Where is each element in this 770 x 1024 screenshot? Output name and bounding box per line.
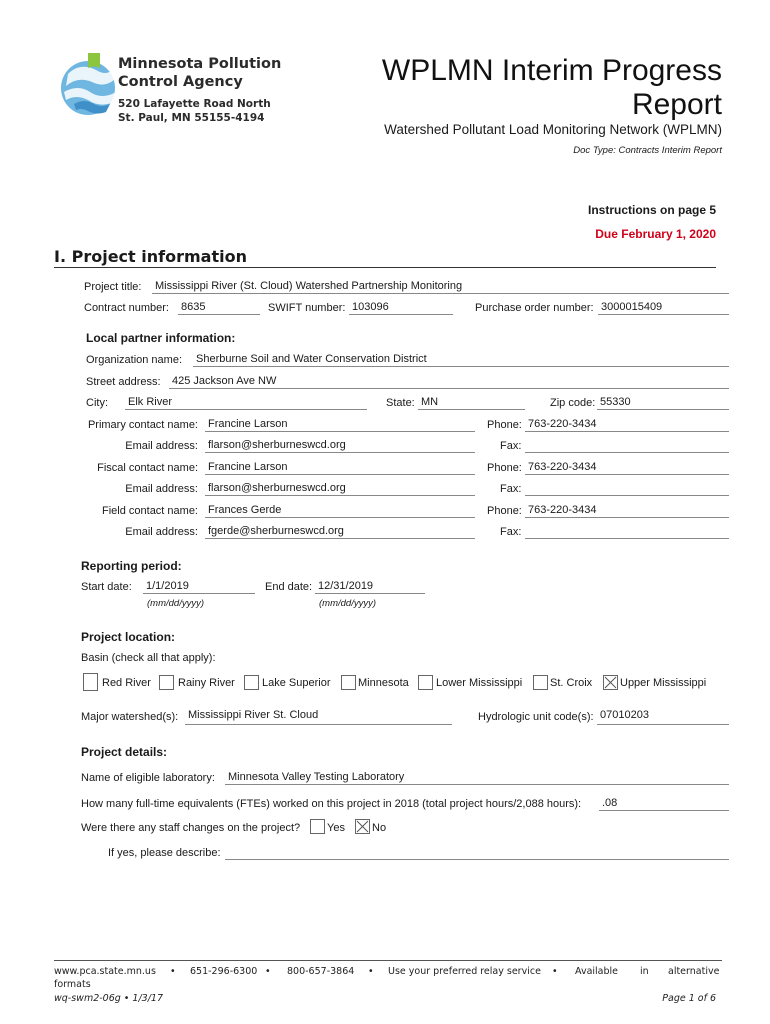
contract-number-field[interactable]: 8635: [178, 301, 260, 315]
state-label: State:: [386, 397, 415, 409]
field-contact-label: Field contact name:: [102, 505, 198, 517]
describe-label: If yes, please describe:: [108, 847, 221, 859]
primary-email-field[interactable]: flarson@sherburneswcd.org: [205, 439, 475, 453]
start-date-format-hint: (mm/dd/yyyy): [147, 598, 204, 609]
fiscal-fax-label: Fax:: [500, 483, 522, 495]
footer-page-number: Page 1 of 6: [662, 993, 716, 1004]
basin-checkbox-upper-mississippi[interactable]: [603, 675, 618, 690]
field-email-field[interactable]: fgerde@sherburneswcd.org: [205, 525, 475, 539]
purchase-order-label: Purchase order number:: [475, 302, 594, 314]
reporting-period-heading: Reporting period:: [81, 559, 182, 573]
basin-checkbox-lake-superior[interactable]: [244, 675, 259, 690]
street-address-label: Street address:: [86, 376, 161, 388]
basin-label-red-river: Red River: [102, 677, 151, 689]
check-x-icon: [604, 676, 617, 689]
footer-phone-1: 651-296-6300: [190, 966, 258, 977]
basin-label-upper-mississippi: Upper Mississippi: [620, 677, 707, 689]
footer-relay: Use your preferred relay service: [388, 966, 541, 977]
start-date-label: Start date:: [81, 581, 132, 593]
fiscal-fax-field[interactable]: [525, 482, 729, 496]
field-contact-field[interactable]: Frances Gerde: [205, 504, 475, 518]
laboratory-label: Name of eligible laboratory:: [81, 772, 215, 784]
field-fax-field[interactable]: [525, 525, 729, 539]
city-field[interactable]: Elk River: [125, 396, 367, 410]
due-date: Due February 1, 2020: [595, 227, 716, 241]
project-details-heading: Project details:: [81, 745, 168, 759]
huc-field[interactable]: 07010203: [597, 709, 729, 725]
staff-changes-label: Were there any staff changes on the project?: [81, 822, 301, 834]
fiscal-email-label: Email address:: [125, 483, 198, 495]
staff-changes-yes-checkbox[interactable]: [310, 819, 325, 834]
purchase-order-field[interactable]: 3000015409: [598, 301, 729, 315]
footer-doc-id: wq-swm2-06g • 1/3/17: [54, 993, 164, 1004]
organization-field[interactable]: Sherburne Soil and Water Conservation District: [193, 353, 729, 367]
staff-changes-yes-label: Yes: [327, 822, 345, 834]
footer-bullet-3: •: [368, 966, 374, 977]
fiscal-phone-label: Phone:: [487, 462, 522, 474]
swift-number-field[interactable]: 103096: [349, 301, 453, 315]
field-fax-label: Fax:: [500, 526, 522, 538]
basin-label: Basin (check all that apply):: [81, 652, 216, 664]
footer-formats: formats: [54, 979, 91, 990]
major-watershed-field[interactable]: Mississippi River St. Cloud: [185, 709, 452, 725]
footer-available: Available: [575, 966, 619, 977]
title-line1: WPLMN Interim Progress: [381, 54, 722, 87]
fiscal-contact-field[interactable]: Francine Larson: [205, 461, 475, 475]
state-field[interactable]: MN: [418, 396, 525, 410]
contract-number-label: Contract number:: [84, 302, 169, 314]
end-date-field[interactable]: 12/31/2019: [315, 580, 425, 594]
basin-label-st-croix: St. Croix: [550, 677, 593, 689]
major-watershed-label: Major watershed(s):: [81, 711, 179, 723]
basin-checkbox-rainy-river[interactable]: [159, 675, 174, 690]
end-date-format-hint: (mm/dd/yyyy): [319, 598, 376, 609]
footer-in: in: [640, 966, 649, 977]
swift-number-label: SWIFT number:: [268, 302, 346, 314]
document-subtitle: Watershed Pollutant Load Monitoring Network (WPLMN): [384, 122, 722, 137]
project-location-heading: Project location:: [81, 630, 176, 644]
zip-code-field[interactable]: 55330: [597, 396, 729, 410]
primary-phone-label: Phone:: [487, 419, 522, 431]
basin-label-lower-mississippi: Lower Mississippi: [436, 677, 523, 689]
agency-name-line2: Control Agency: [118, 74, 243, 90]
mpca-logo-icon: [60, 48, 120, 118]
fiscal-email-field[interactable]: flarson@sherburneswcd.org: [205, 482, 475, 496]
agency-name-line1: Minnesota Pollution: [118, 56, 282, 72]
project-title-field[interactable]: Mississippi River (St. Cloud) Watershed Partnership Monitoring: [152, 280, 729, 294]
footer-website: www.pca.state.mn.us: [54, 966, 156, 977]
city-label: City:: [86, 397, 108, 409]
field-phone-field[interactable]: 763-220-3434: [525, 504, 729, 518]
primary-phone-field[interactable]: 763-220-3434: [525, 418, 729, 432]
project-title-label: Project title:: [84, 281, 142, 293]
footer-phone-2: 800-657-3864: [287, 966, 355, 977]
doc-type: Doc Type: Contracts Interim Report: [573, 145, 722, 156]
street-address-field[interactable]: 425 Jackson Ave NW: [169, 375, 729, 389]
staff-changes-no-checkbox[interactable]: [355, 819, 370, 834]
zip-code-label: Zip code:: [550, 397, 596, 409]
local-partner-heading: Local partner information:: [86, 331, 236, 345]
basin-label-rainy-river: Rainy River: [178, 677, 235, 689]
document-title: [322, 54, 722, 122]
fiscal-phone-field[interactable]: 763-220-3434: [525, 461, 729, 475]
start-date-field[interactable]: 1/1/2019: [143, 580, 255, 594]
basin-checkbox-minnesota[interactable]: [341, 675, 356, 690]
primary-fax-field[interactable]: [525, 439, 729, 453]
field-phone-label: Phone:: [487, 505, 522, 517]
end-date-label: End date:: [265, 581, 313, 593]
basin-checkbox-lower-mississippi[interactable]: [418, 675, 433, 690]
huc-label: Hydrologic unit code(s):: [478, 711, 594, 723]
basin-label-minnesota: Minnesota: [358, 677, 409, 689]
primary-contact-label: Primary contact name:: [87, 419, 198, 431]
agency-address: [118, 97, 271, 125]
primary-fax-label: Fax:: [500, 440, 522, 452]
title-line2: Report: [631, 88, 722, 121]
field-email-label: Email address:: [125, 526, 198, 538]
organization-label: Organization name:: [86, 354, 182, 366]
footer-bullet-2: •: [265, 966, 271, 977]
primary-contact-field[interactable]: Francine Larson: [205, 418, 475, 432]
basin-label-lake-superior: Lake Superior: [262, 677, 331, 689]
agency-address-line2: St. Paul, MN 55155-4194: [118, 112, 265, 124]
laboratory-field[interactable]: Minnesota Valley Testing Laboratory: [225, 771, 729, 785]
primary-email-label: Email address:: [125, 440, 198, 452]
fiscal-contact-label: Fiscal contact name:: [97, 462, 198, 474]
footer-bullet-4: •: [552, 966, 558, 977]
footer-alternative: alternative: [668, 966, 720, 977]
staff-changes-no-label: No: [372, 822, 387, 834]
describe-field[interactable]: [225, 846, 729, 860]
instructions-note: Instructions on page 5: [587, 203, 716, 217]
section-heading-project-information: I. Project information: [54, 247, 716, 268]
agency-address-line1: 520 Lafayette Road North: [118, 98, 271, 110]
basin-checkbox-st-croix[interactable]: [533, 675, 548, 690]
fte-field[interactable]: .08: [599, 797, 729, 811]
check-x-icon: [356, 820, 369, 833]
footer-bullet-1: •: [170, 966, 176, 977]
agency-name: [118, 55, 281, 91]
fte-label: How many full-time equivalents (FTEs) worked on this project in 2018 (total project hours/2,088 hours):: [81, 798, 582, 810]
footer-divider: [54, 960, 722, 961]
basin-checkbox-red-river[interactable]: [83, 673, 98, 691]
